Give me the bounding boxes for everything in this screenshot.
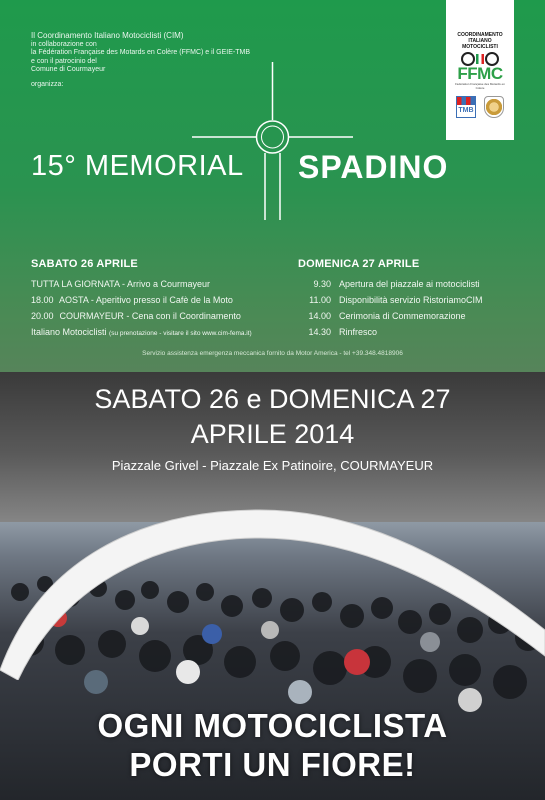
event-time: 11.00 bbox=[309, 295, 331, 305]
schedule-item bbox=[298, 324, 483, 340]
arch-monument-icon bbox=[0, 480, 545, 680]
event-note: (su prenotazione - visitare il sito www.cim-fema.it) bbox=[109, 330, 252, 337]
slogan-line-2: PORTI UN FIORE! bbox=[129, 746, 416, 783]
ffmc-logo-subtext: Fédération Française des Motards en Colère bbox=[455, 82, 505, 90]
schedule-item-continuation bbox=[31, 324, 252, 342]
tmb-logo-text: TMB bbox=[458, 107, 474, 114]
event-text: Rinfresco bbox=[339, 327, 378, 337]
organizer-line-4: e con il patrocinio del bbox=[31, 57, 97, 65]
event-location: Piazzale Grivel - Piazzale Ex Patinoire, COURMAYEUR bbox=[111, 458, 434, 473]
event-text: TUTTA LA GIORNATA - Arrivo a Courmayeur bbox=[31, 279, 211, 289]
schedule-item bbox=[298, 276, 483, 292]
event-text: Disponibilità servizio RistoriamoCIM bbox=[339, 295, 483, 305]
event-time: 20.00 bbox=[31, 311, 54, 321]
event-time: 14.00 bbox=[308, 311, 331, 321]
schedule-item bbox=[31, 308, 252, 324]
organizer-line-1: Il Coordinamento Italiano Motociclisti (CIM) bbox=[31, 31, 184, 40]
schedule-item bbox=[31, 276, 252, 292]
cim-logo-text: COORDINAMENTO ITALIANO MOTOCICLISTI bbox=[457, 32, 503, 50]
schedule-item bbox=[298, 292, 483, 308]
memorial-title: 15° MEMORIAL bbox=[31, 150, 244, 182]
organizer-tag: organizza: bbox=[31, 80, 64, 88]
spadino-title: SPADINO bbox=[298, 149, 449, 185]
event-text-continuation: Italiano Motociclisti bbox=[31, 327, 107, 337]
slogan-line-1: OGNI MOTOCICLISTA bbox=[97, 707, 448, 744]
saturday-schedule bbox=[31, 258, 252, 342]
event-text: Cerimonia di Commemorazione bbox=[339, 311, 466, 321]
schedule-item bbox=[298, 308, 483, 324]
event-time: 9.30 bbox=[313, 279, 331, 289]
assistance-credit: Servizio assistenza emergenza meccanica fornito da Motor America - tel +39.348.4818906 bbox=[142, 350, 403, 357]
saturday-header: SABATO 26 APRILE bbox=[31, 258, 138, 270]
ffmc-logo-text: FFMC bbox=[457, 64, 503, 83]
event-text: COURMAYEUR - Cena con il Coordinamento bbox=[59, 311, 241, 321]
sunday-schedule bbox=[298, 258, 483, 340]
organizer-line-5: Comune di Courmayeur bbox=[31, 66, 106, 73]
event-dates: SABATO 26 e DOMENICA 27 bbox=[94, 384, 451, 414]
event-month-year: APRILE 2014 bbox=[190, 419, 355, 449]
schedule-item bbox=[31, 292, 252, 308]
event-time: 14.30 bbox=[308, 327, 331, 337]
organizer-line-3: la Fédération Française des Motards en Colère (FFMC) e il GEIE-TMB bbox=[31, 49, 251, 56]
organizer-line-2: in collaborazione con bbox=[31, 40, 97, 48]
event-text: AOSTA - Aperitivo presso il Cafè de la Moto bbox=[59, 295, 233, 305]
event-text: Apertura del piazzale ai motociclisti bbox=[339, 279, 480, 289]
event-time: 18.00 bbox=[31, 295, 54, 305]
sunday-header: DOMENICA 27 APRILE bbox=[298, 258, 420, 270]
